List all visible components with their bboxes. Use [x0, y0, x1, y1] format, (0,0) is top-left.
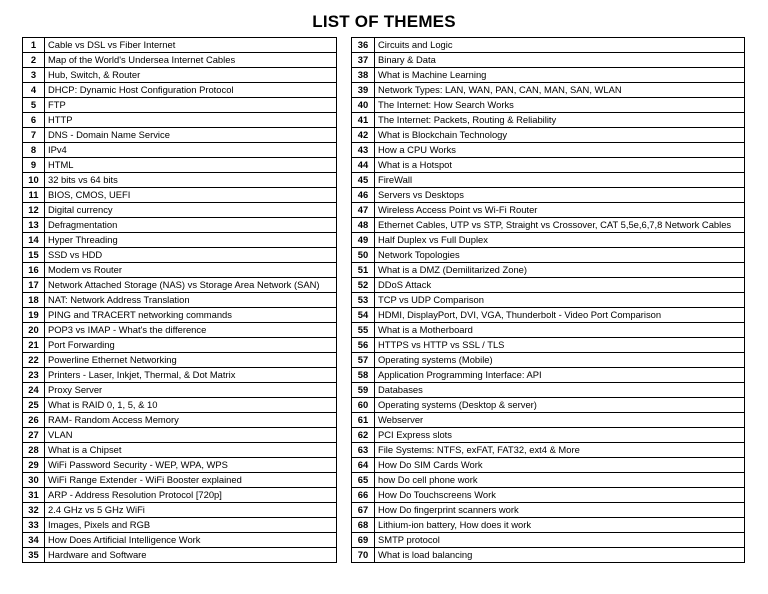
table-row	[23, 188, 337, 203]
table-row	[23, 338, 337, 353]
theme-number: 32	[23, 503, 45, 518]
themes-table-left	[22, 37, 337, 563]
theme-title: VLAN	[45, 428, 337, 443]
theme-number: 29	[23, 458, 45, 473]
theme-number: 19	[23, 308, 45, 323]
theme-title: HTTPS vs HTTP vs SSL / TLS	[375, 338, 745, 353]
theme-title: RAM- Random Access Memory	[45, 413, 337, 428]
table-row	[23, 113, 337, 128]
theme-number: 16	[23, 263, 45, 278]
theme-number: 63	[352, 443, 375, 458]
theme-number: 10	[23, 173, 45, 188]
theme-title: Wireless Access Point vs Wi-Fi Router	[375, 203, 745, 218]
theme-title: What is a Motherboard	[375, 323, 745, 338]
table-row	[23, 38, 337, 53]
theme-title: NAT: Network Address Translation	[45, 293, 337, 308]
theme-title: What is Machine Learning	[375, 68, 745, 83]
table-row	[352, 98, 745, 113]
theme-number: 3	[23, 68, 45, 83]
theme-title: How Do SIM Cards Work	[375, 458, 745, 473]
theme-number: 43	[352, 143, 375, 158]
table-row	[352, 248, 745, 263]
theme-number: 21	[23, 338, 45, 353]
theme-number: 48	[352, 218, 375, 233]
theme-title: Network Types: LAN, WAN, PAN, CAN, MAN, SAN, WLAN	[375, 83, 745, 98]
theme-title: What is RAID 0, 1, 5, & 10	[45, 398, 337, 413]
table-row	[23, 353, 337, 368]
table-row	[352, 323, 745, 338]
theme-number: 70	[352, 548, 375, 563]
table-row	[23, 83, 337, 98]
theme-number: 11	[23, 188, 45, 203]
theme-number: 15	[23, 248, 45, 263]
theme-number: 7	[23, 128, 45, 143]
theme-number: 66	[352, 488, 375, 503]
themes-table-right-body	[352, 38, 745, 563]
theme-number: 60	[352, 398, 375, 413]
table-row	[352, 158, 745, 173]
table-row	[352, 458, 745, 473]
theme-title: Binary & Data	[375, 53, 745, 68]
theme-number: 50	[352, 248, 375, 263]
table-row	[352, 203, 745, 218]
theme-number: 34	[23, 533, 45, 548]
theme-title: Proxy Server	[45, 383, 337, 398]
table-row	[352, 443, 745, 458]
theme-number: 8	[23, 143, 45, 158]
theme-title: SSD vs HDD	[45, 248, 337, 263]
theme-title: Servers vs Desktops	[375, 188, 745, 203]
theme-number: 55	[352, 323, 375, 338]
theme-title: DNS - Domain Name Service	[45, 128, 337, 143]
theme-title: ARP - Address Resolution Protocol [720p]	[45, 488, 337, 503]
table-row	[23, 488, 337, 503]
theme-title: how Do cell phone work	[375, 473, 745, 488]
table-row	[352, 548, 745, 563]
page-title: LIST OF THEMES	[312, 12, 456, 31]
theme-number: 17	[23, 278, 45, 293]
theme-number: 46	[352, 188, 375, 203]
table-row	[23, 173, 337, 188]
table-row	[23, 428, 337, 443]
theme-title: The Internet: How Search Works	[375, 98, 745, 113]
theme-title: Hardware and Software	[45, 548, 337, 563]
table-row	[23, 398, 337, 413]
table-row	[23, 413, 337, 428]
table-row	[352, 278, 745, 293]
table-row	[23, 203, 337, 218]
table-row	[352, 113, 745, 128]
theme-title: Webserver	[375, 413, 745, 428]
theme-title: BIOS, CMOS, UEFI	[45, 188, 337, 203]
theme-title: How Do fingerprint scanners work	[375, 503, 745, 518]
theme-number: 38	[352, 68, 375, 83]
table-row	[352, 173, 745, 188]
table-row	[352, 308, 745, 323]
table-row	[352, 263, 745, 278]
theme-title: Operating systems (Mobile)	[375, 353, 745, 368]
table-row	[352, 473, 745, 488]
table-row	[23, 218, 337, 233]
theme-number: 2	[23, 53, 45, 68]
theme-number: 30	[23, 473, 45, 488]
table-row	[23, 458, 337, 473]
theme-title: PING and TRACERT networking commands	[45, 308, 337, 323]
table-row	[23, 158, 337, 173]
theme-title: How a CPU Works	[375, 143, 745, 158]
theme-title: Operating systems (Desktop & server)	[375, 398, 745, 413]
table-row	[23, 473, 337, 488]
table-row	[23, 248, 337, 263]
theme-number: 24	[23, 383, 45, 398]
table-row	[23, 68, 337, 83]
theme-title: File Systems: NTFS, exFAT, FAT32, ext4 & More	[375, 443, 745, 458]
theme-title: HTML	[45, 158, 337, 173]
theme-title: HTTP	[45, 113, 337, 128]
table-row	[23, 443, 337, 458]
theme-title: HDMI, DisplayPort, DVI, VGA, Thunderbolt - Video Port Comparison	[375, 308, 745, 323]
themes-table-left-body	[23, 38, 337, 563]
theme-number: 6	[23, 113, 45, 128]
theme-title: WiFi Range Extender - WiFi Booster explained	[45, 473, 337, 488]
table-row	[352, 128, 745, 143]
theme-number: 28	[23, 443, 45, 458]
theme-number: 64	[352, 458, 375, 473]
table-row	[352, 518, 745, 533]
table-row	[352, 218, 745, 233]
theme-number: 31	[23, 488, 45, 503]
theme-number: 26	[23, 413, 45, 428]
table-row	[23, 518, 337, 533]
theme-number: 61	[352, 413, 375, 428]
table-row	[23, 98, 337, 113]
theme-number: 13	[23, 218, 45, 233]
theme-title: What is Blockchain Technology	[375, 128, 745, 143]
table-row	[23, 128, 337, 143]
theme-number: 47	[352, 203, 375, 218]
table-row	[352, 503, 745, 518]
theme-number: 59	[352, 383, 375, 398]
theme-title: Defragmentation	[45, 218, 337, 233]
theme-number: 14	[23, 233, 45, 248]
table-row	[352, 398, 745, 413]
table-row	[352, 293, 745, 308]
theme-number: 41	[352, 113, 375, 128]
theme-title: Ethernet Cables, UTP vs STP, Straight vs Crossover, CAT 5,5e,6,7,8 Network Cables	[375, 218, 745, 233]
theme-title: Map of the World's Undersea Internet Cables	[45, 53, 337, 68]
table-row	[23, 143, 337, 158]
theme-title: Lithium-ion battery, How does it work	[375, 518, 745, 533]
theme-number: 42	[352, 128, 375, 143]
theme-title: Hyper Threading	[45, 233, 337, 248]
theme-title: TCP vs UDP Comparison	[375, 293, 745, 308]
theme-title: Application Programming Interface: API	[375, 368, 745, 383]
table-row	[352, 338, 745, 353]
table-row	[23, 293, 337, 308]
theme-number: 49	[352, 233, 375, 248]
table-row	[23, 53, 337, 68]
theme-number: 40	[352, 98, 375, 113]
theme-title: What is a Hotspot	[375, 158, 745, 173]
theme-title: Databases	[375, 383, 745, 398]
table-row	[352, 488, 745, 503]
theme-number: 58	[352, 368, 375, 383]
theme-title: How Does Artificial Intelligence Work	[45, 533, 337, 548]
table-row	[352, 188, 745, 203]
theme-title: How Do Touchscreens Work	[375, 488, 745, 503]
theme-number: 37	[352, 53, 375, 68]
table-row	[352, 53, 745, 68]
theme-title: Hub, Switch, & Router	[45, 68, 337, 83]
theme-number: 20	[23, 323, 45, 338]
theme-title: Images, Pixels and RGB	[45, 518, 337, 533]
theme-number: 62	[352, 428, 375, 443]
theme-title: IPv4	[45, 143, 337, 158]
theme-title: Powerline Ethernet Networking	[45, 353, 337, 368]
theme-title: What is a DMZ (Demilitarized Zone)	[375, 263, 745, 278]
theme-title: Cable vs DSL vs Fiber Internet	[45, 38, 337, 53]
theme-number: 51	[352, 263, 375, 278]
theme-number: 44	[352, 158, 375, 173]
theme-number: 9	[23, 158, 45, 173]
table-row	[352, 368, 745, 383]
table-row	[23, 383, 337, 398]
theme-title: DHCP: Dynamic Host Configuration Protocol	[45, 83, 337, 98]
theme-title: PCI Express slots	[375, 428, 745, 443]
table-row	[23, 278, 337, 293]
theme-number: 5	[23, 98, 45, 113]
theme-title: The Internet: Packets, Routing & Reliability	[375, 113, 745, 128]
theme-number: 35	[23, 548, 45, 563]
theme-number: 45	[352, 173, 375, 188]
table-row	[23, 548, 337, 563]
theme-number: 27	[23, 428, 45, 443]
table-row	[352, 233, 745, 248]
themes-table-right	[351, 37, 745, 563]
table-row	[352, 533, 745, 548]
theme-number: 18	[23, 293, 45, 308]
theme-title: FireWall	[375, 173, 745, 188]
theme-title: Network Topologies	[375, 248, 745, 263]
table-row	[352, 413, 745, 428]
table-row	[23, 323, 337, 338]
theme-title: What is a Chipset	[45, 443, 337, 458]
table-row	[352, 68, 745, 83]
theme-title: Printers - Laser, Inkjet, Thermal, & Dot Matrix	[45, 368, 337, 383]
theme-number: 1	[23, 38, 45, 53]
theme-title: What is load balancing	[375, 548, 745, 563]
table-row	[23, 533, 337, 548]
theme-title: Half Duplex vs Full Duplex	[375, 233, 745, 248]
table-row	[23, 263, 337, 278]
table-row	[23, 233, 337, 248]
table-row	[23, 368, 337, 383]
theme-number: 69	[352, 533, 375, 548]
theme-title: Network Attached Storage (NAS) vs Storage Area Network (SAN)	[45, 278, 337, 293]
theme-number: 54	[352, 308, 375, 323]
theme-number: 22	[23, 353, 45, 368]
theme-title: 32 bits vs 64 bits	[45, 173, 337, 188]
table-row	[352, 143, 745, 158]
theme-number: 52	[352, 278, 375, 293]
theme-title: Modem vs Router	[45, 263, 337, 278]
table-row	[352, 428, 745, 443]
theme-title: WiFi Password Security - WEP, WPA, WPS	[45, 458, 337, 473]
theme-title: DDoS Attack	[375, 278, 745, 293]
theme-number: 39	[352, 83, 375, 98]
theme-number: 36	[352, 38, 375, 53]
table-row	[352, 38, 745, 53]
table-row	[352, 383, 745, 398]
table-row	[23, 308, 337, 323]
theme-number: 53	[352, 293, 375, 308]
theme-title: Circuits and Logic	[375, 38, 745, 53]
theme-number: 23	[23, 368, 45, 383]
theme-title: 2.4 GHz vs 5 GHz WiFi	[45, 503, 337, 518]
theme-number: 25	[23, 398, 45, 413]
theme-number: 33	[23, 518, 45, 533]
theme-number: 68	[352, 518, 375, 533]
theme-title: POP3 vs IMAP - What's the difference	[45, 323, 337, 338]
theme-number: 65	[352, 473, 375, 488]
theme-title: SMTP protocol	[375, 533, 745, 548]
theme-number: 67	[352, 503, 375, 518]
theme-number: 56	[352, 338, 375, 353]
theme-number: 12	[23, 203, 45, 218]
theme-title: FTP	[45, 98, 337, 113]
table-row	[352, 83, 745, 98]
theme-number: 57	[352, 353, 375, 368]
table-row	[352, 353, 745, 368]
theme-number: 4	[23, 83, 45, 98]
theme-title: Digital currency	[45, 203, 337, 218]
table-row	[23, 503, 337, 518]
theme-title: Port Forwarding	[45, 338, 337, 353]
